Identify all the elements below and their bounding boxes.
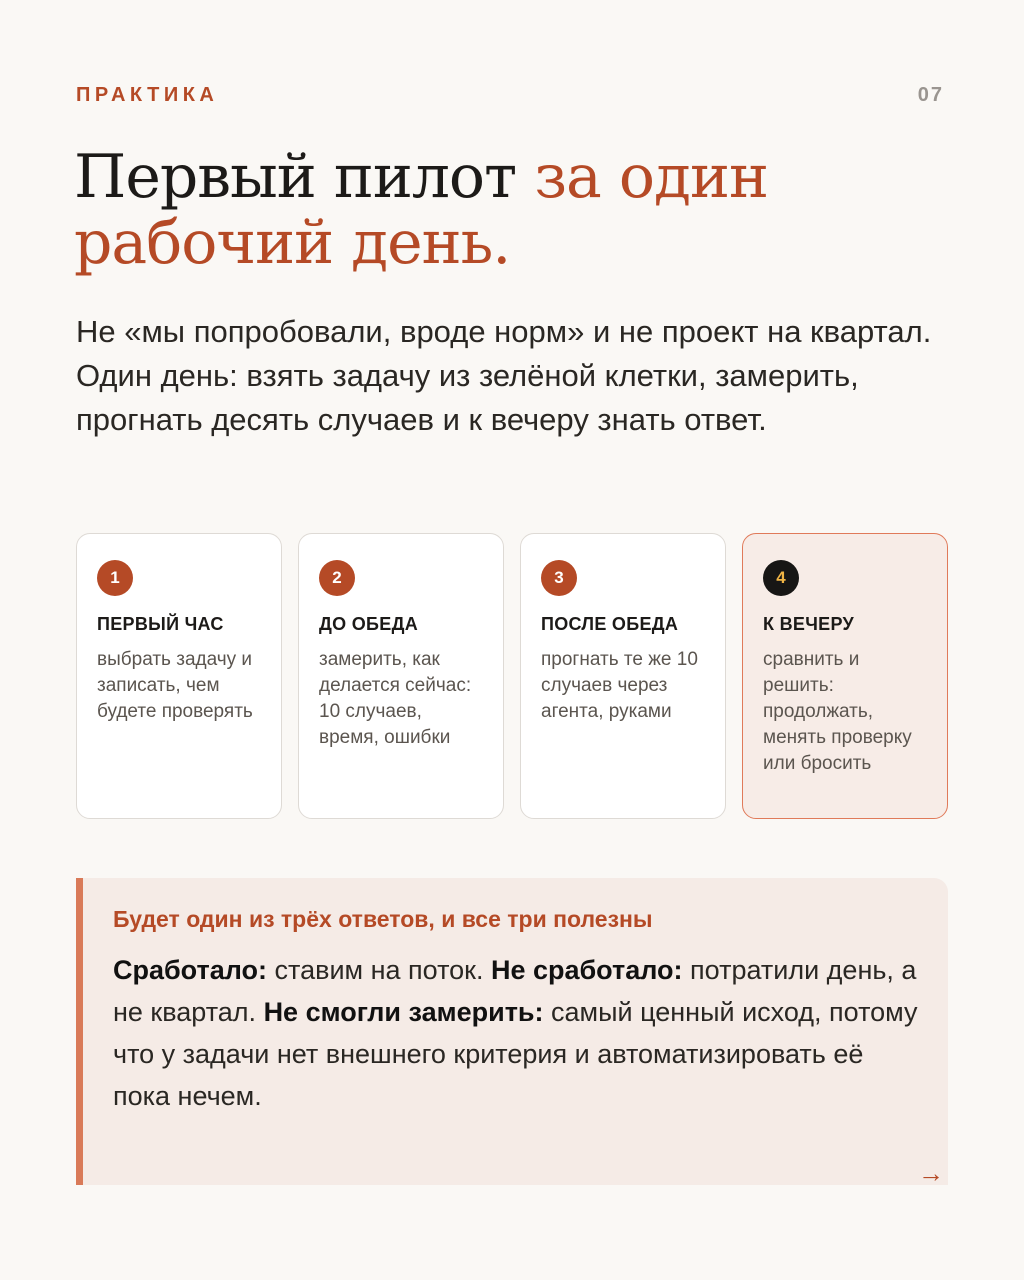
step-card-4	[742, 533, 948, 819]
outcome-worked-text: ставим на поток.	[267, 955, 491, 985]
outcomes-callout	[76, 878, 948, 1188]
step-title: ПЕРВЫЙ ЧАС	[97, 614, 224, 634]
step-title: ПОСЛЕ ОБЕДА	[541, 614, 679, 634]
outcome-unmeasured-text: самый ценный исход, потому что у задачи нет внешнего критерия и автоматизировать её пока нечем.	[113, 997, 918, 1111]
page-number: 07	[917, 84, 944, 106]
step-number-badge: 2	[319, 560, 355, 596]
outcome-failed-label: Не сработало:	[490, 955, 683, 985]
outcome-worked-label: Сработало:	[113, 955, 268, 985]
callout-body	[113, 949, 918, 1117]
outcome-unmeasured-label: Не смогли замерить:	[263, 997, 544, 1027]
step-description: выбрать задачу и записать, чем будете проверять	[97, 649, 253, 722]
step-number-badge: 1	[97, 560, 133, 596]
title-main: Первый пилот	[74, 142, 535, 212]
step-card-1	[76, 533, 282, 819]
step-description: замерить, как делается сейчас: 10 случаев, время, ошибки	[319, 649, 472, 748]
title-accent: за один рабочий день.	[74, 142, 768, 278]
step-title: ДО ОБЕДА	[319, 614, 418, 634]
outcome-failed-text: потратили день, а не квартал.	[113, 955, 917, 1027]
step-description: сравнить и решить: продолжать, менять проверку или бросить	[763, 649, 912, 774]
step-number-badge: 3	[541, 560, 577, 596]
arrow-right-icon[interactable]: →	[918, 1158, 944, 1188]
page-title	[74, 144, 954, 276]
step-card-2	[298, 533, 504, 819]
callout-title: Будет один из трёх ответов, и все три полезны	[113, 906, 653, 932]
lead-paragraph: Не «мы попробовали, вроде норм» и не проект на квартал. Один день: взять задачу из зелёной клетки, замерить, прогнать десять случаев и к вечеру знать ответ.	[76, 314, 932, 437]
steps-row	[76, 533, 948, 819]
section-kicker: ПРАКТИКА	[76, 84, 219, 106]
step-card-3	[520, 533, 726, 819]
step-title: К ВЕЧЕРУ	[763, 614, 855, 634]
step-number-badge: 4	[763, 560, 799, 596]
step-description: прогнать те же 10 случаев через агента, руками	[541, 649, 698, 722]
